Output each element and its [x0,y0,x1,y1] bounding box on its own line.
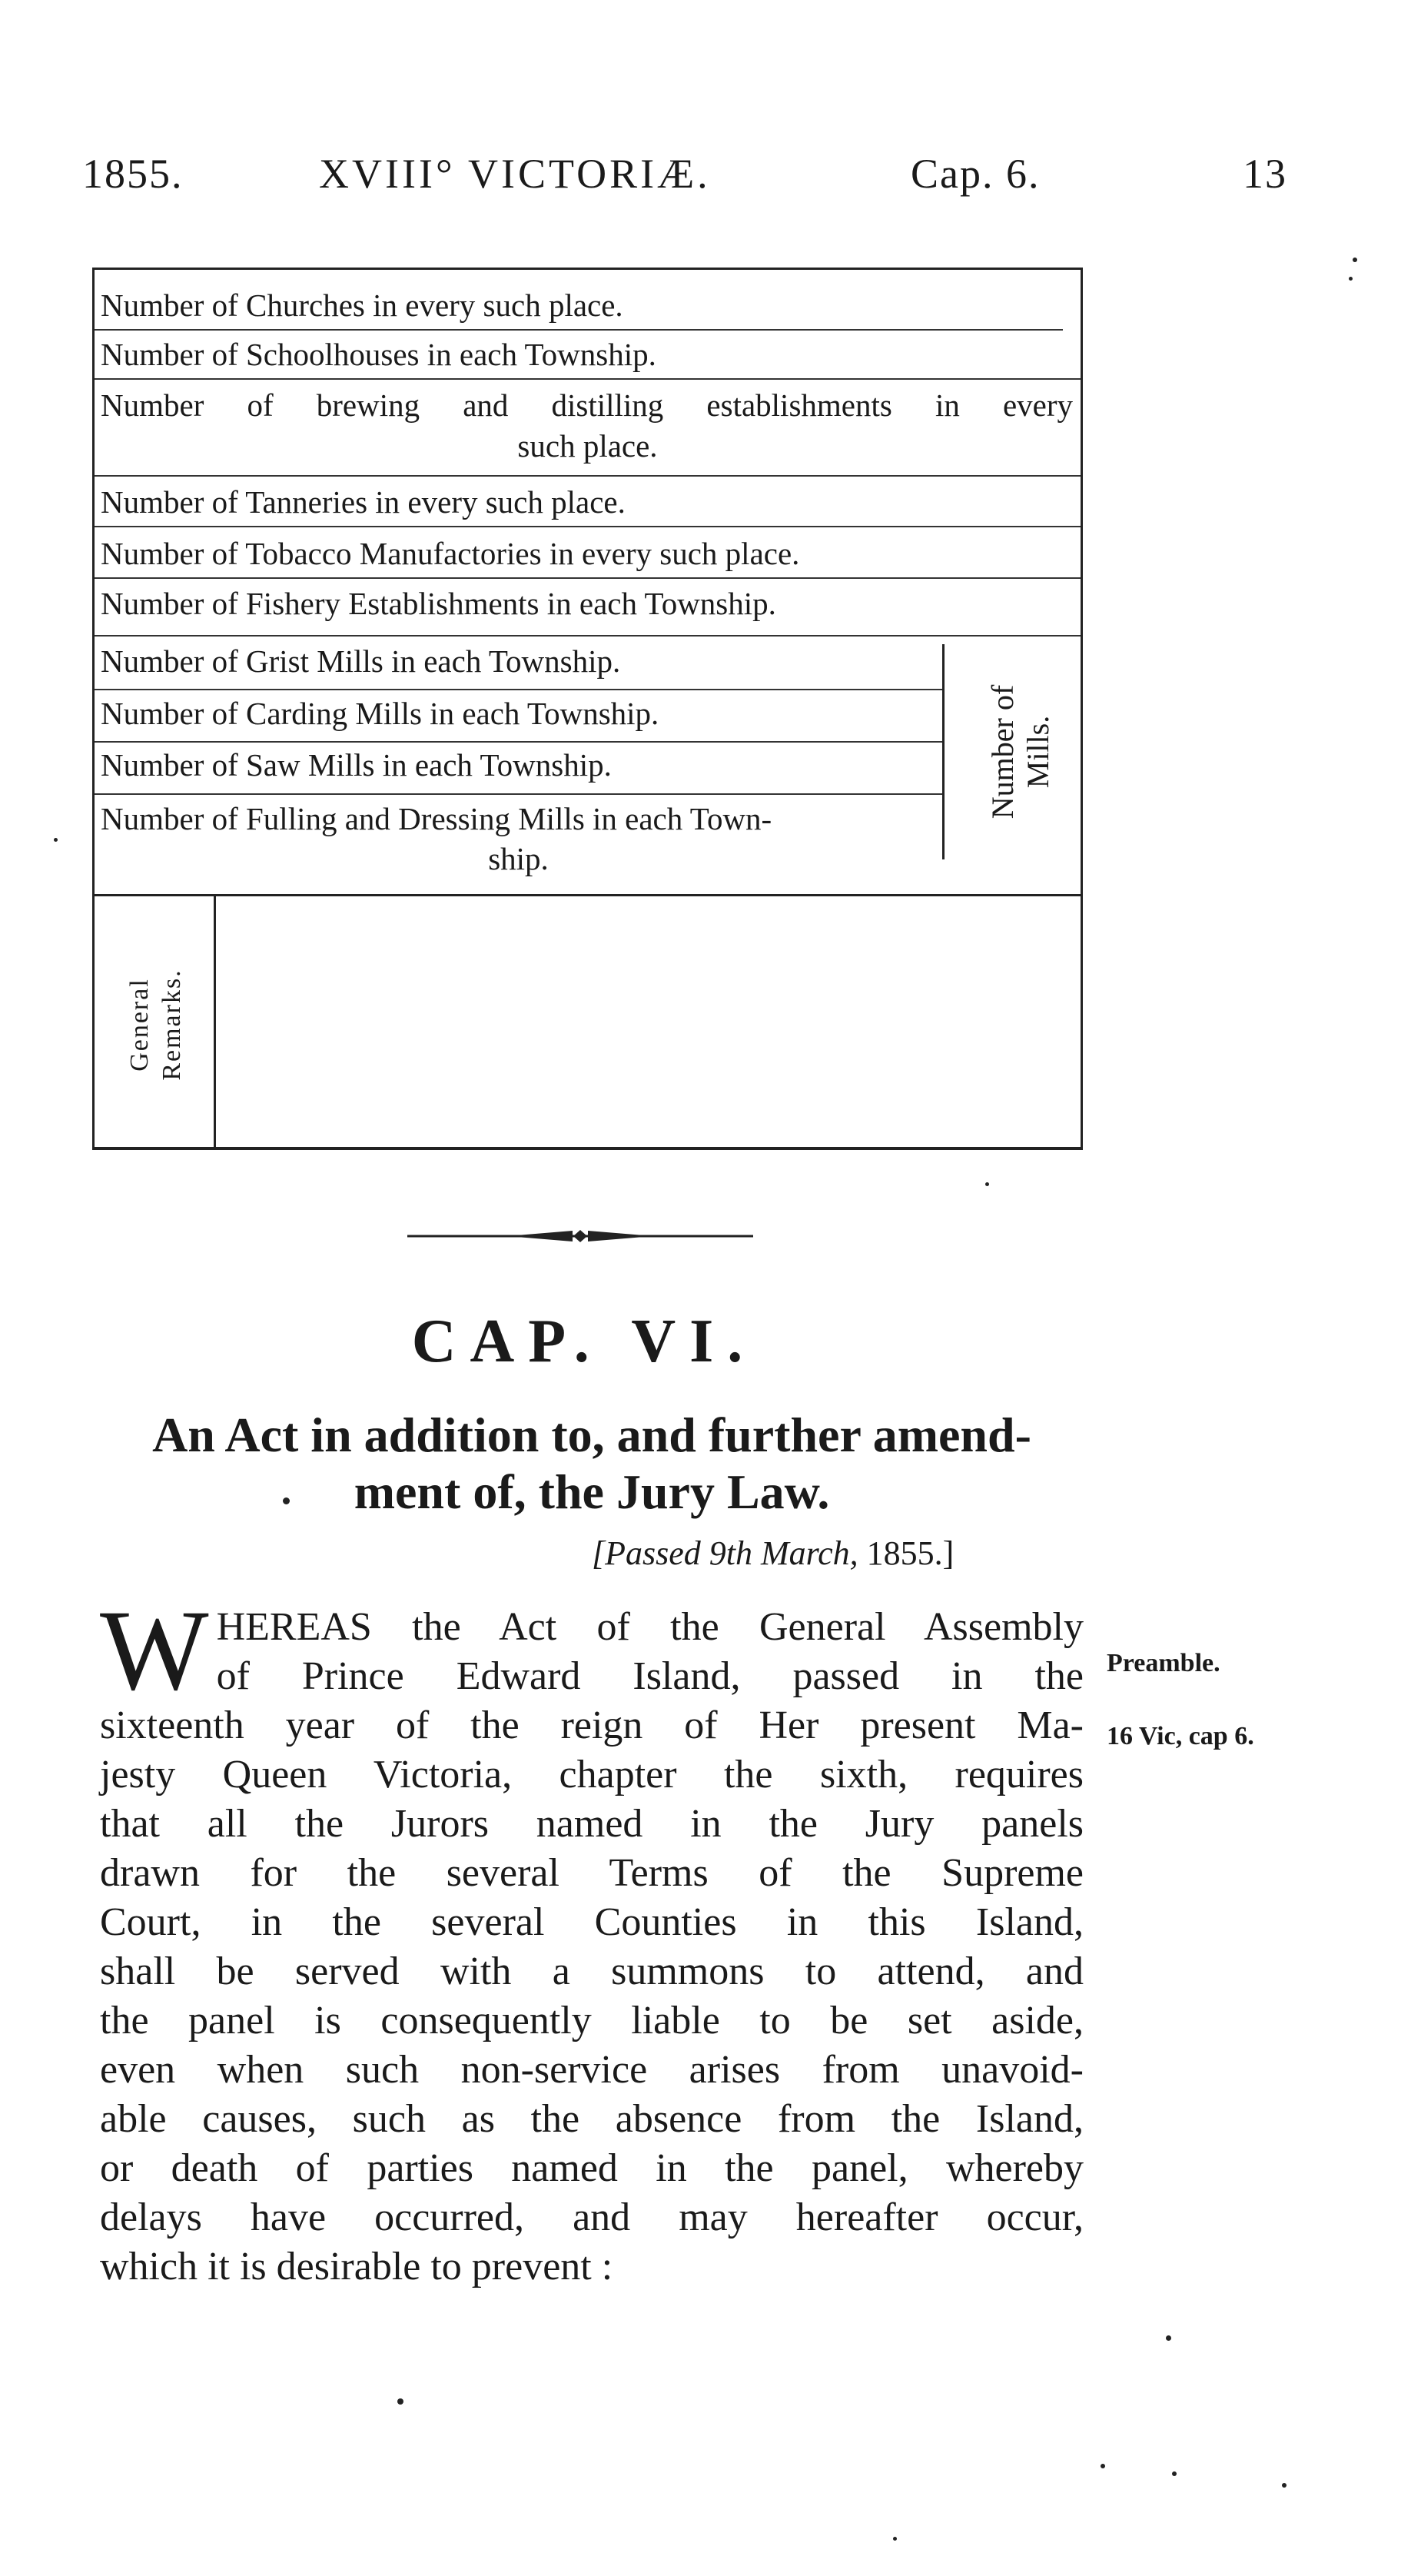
row-rule [95,475,1081,477]
table-row: Number of Tanneries in every such place. [101,484,626,520]
scan-speck [1166,2335,1171,2341]
margin-note-preamble: Preamble. [1107,1649,1220,1677]
remarks-divider [214,894,216,1150]
header-chapter: Cap. 6. [911,151,1041,197]
passed-date: [Passed 9th March, 1855.] [592,1534,955,1572]
act-title-line: An Act in addition to, and further amend- [152,1408,1031,1462]
scan-speck [397,2398,403,2405]
table-row: Number of Fulling and Dressing Mills in each Town- [101,801,772,836]
scan-speck [1282,2483,1287,2488]
text-line: sixteenth year of the reign of Her present Ma- [100,1703,1084,1747]
text-line: HEREAS the Act of the General Assembly [216,1605,1084,1649]
table-row-continuation: ship. [488,841,549,876]
text-line: jesty Queen Victoria, chapter the sixth, requires [100,1753,1084,1797]
text-line: the panel is consequently liable to be set aside, [100,1999,1084,2043]
margin-note-citation: 16 Vic, cap 6. [1107,1722,1254,1750]
table-row: Number of Grist Mills in each Township. [101,643,621,679]
table-row: Number of Saw Mills in each Township. [101,747,612,783]
table-row: Number of Tobacco Manufactories in every such place. [101,536,800,571]
row-rule [95,741,942,743]
ornamental-rule-icon [407,1226,753,1246]
table-bottom-rule [95,1147,1081,1150]
table-row: Number of Churches in every such place. [101,288,623,323]
scan-speck [283,1497,290,1504]
page-number: 13 [1243,151,1287,197]
scan-speck [893,2537,897,2541]
act-title [100,1407,1084,1521]
scan-speck [54,838,58,842]
text-line: drawn for the several Terms of the Supreme [100,1851,1084,1895]
drop-cap: W [100,1587,209,1714]
row-rule [95,689,942,690]
header-year: 1855. [82,151,184,197]
text-line: which it is desirable to prevent : [100,2245,613,2288]
mills-group-label: Number of Mills. [985,684,1055,819]
act-title-line: ment of, the Jury Law. [354,1464,830,1519]
row-rule [95,329,1063,331]
row-rule [95,793,942,795]
remarks-top-rule [95,894,1081,896]
scan-speck [985,1182,989,1186]
text-line: Court, in the several Counties in this Island, [100,1900,1084,1944]
scan-speck [1101,2464,1105,2468]
general-remarks-label: General Remarks. [125,969,186,1081]
text-line: or death of parties named in the panel, whereby [100,2146,1084,2190]
table-row: Number of brewing and distilling establishments in every [101,387,1073,423]
row-rule [95,378,1081,380]
table-top-rule [95,268,1081,270]
table-row: Number of Carding Mills in each Township. [101,696,659,731]
text-line: shall be served with a summons to attend, and [100,1949,1084,1993]
row-rule [95,577,1081,579]
header-title: XVIII° VICTORIÆ. [319,151,711,197]
scan-speck [1353,258,1357,262]
return-table [92,268,1083,1150]
mills-bracket-rule [942,644,945,859]
text-line: even when such non-service arises from unavoid- [100,2048,1084,2092]
table-row: Number of Fishery Establishments in each Township. [101,586,776,621]
table-row: Number of Schoolhouses in each Township. [101,337,656,372]
scan-speck [1349,277,1353,281]
table-row-continuation: such place. [517,428,658,464]
row-rule [95,635,1081,637]
chapter-heading: CAP. VI. [411,1308,757,1375]
text-line: delays have occurred, and may hereafter occur, [100,2195,1084,2239]
preamble-text [100,1587,1084,2292]
row-rule [95,526,1081,527]
scan-speck [1172,2471,1177,2476]
remarks-field [217,898,1081,1145]
text-line: able causes, such as the absence from the Island, [100,2097,1084,2141]
text-line: of Prince Edward Island, passed in the [216,1654,1084,1698]
text-line: that all the Jurors named in the Jury panels [100,1802,1084,1846]
